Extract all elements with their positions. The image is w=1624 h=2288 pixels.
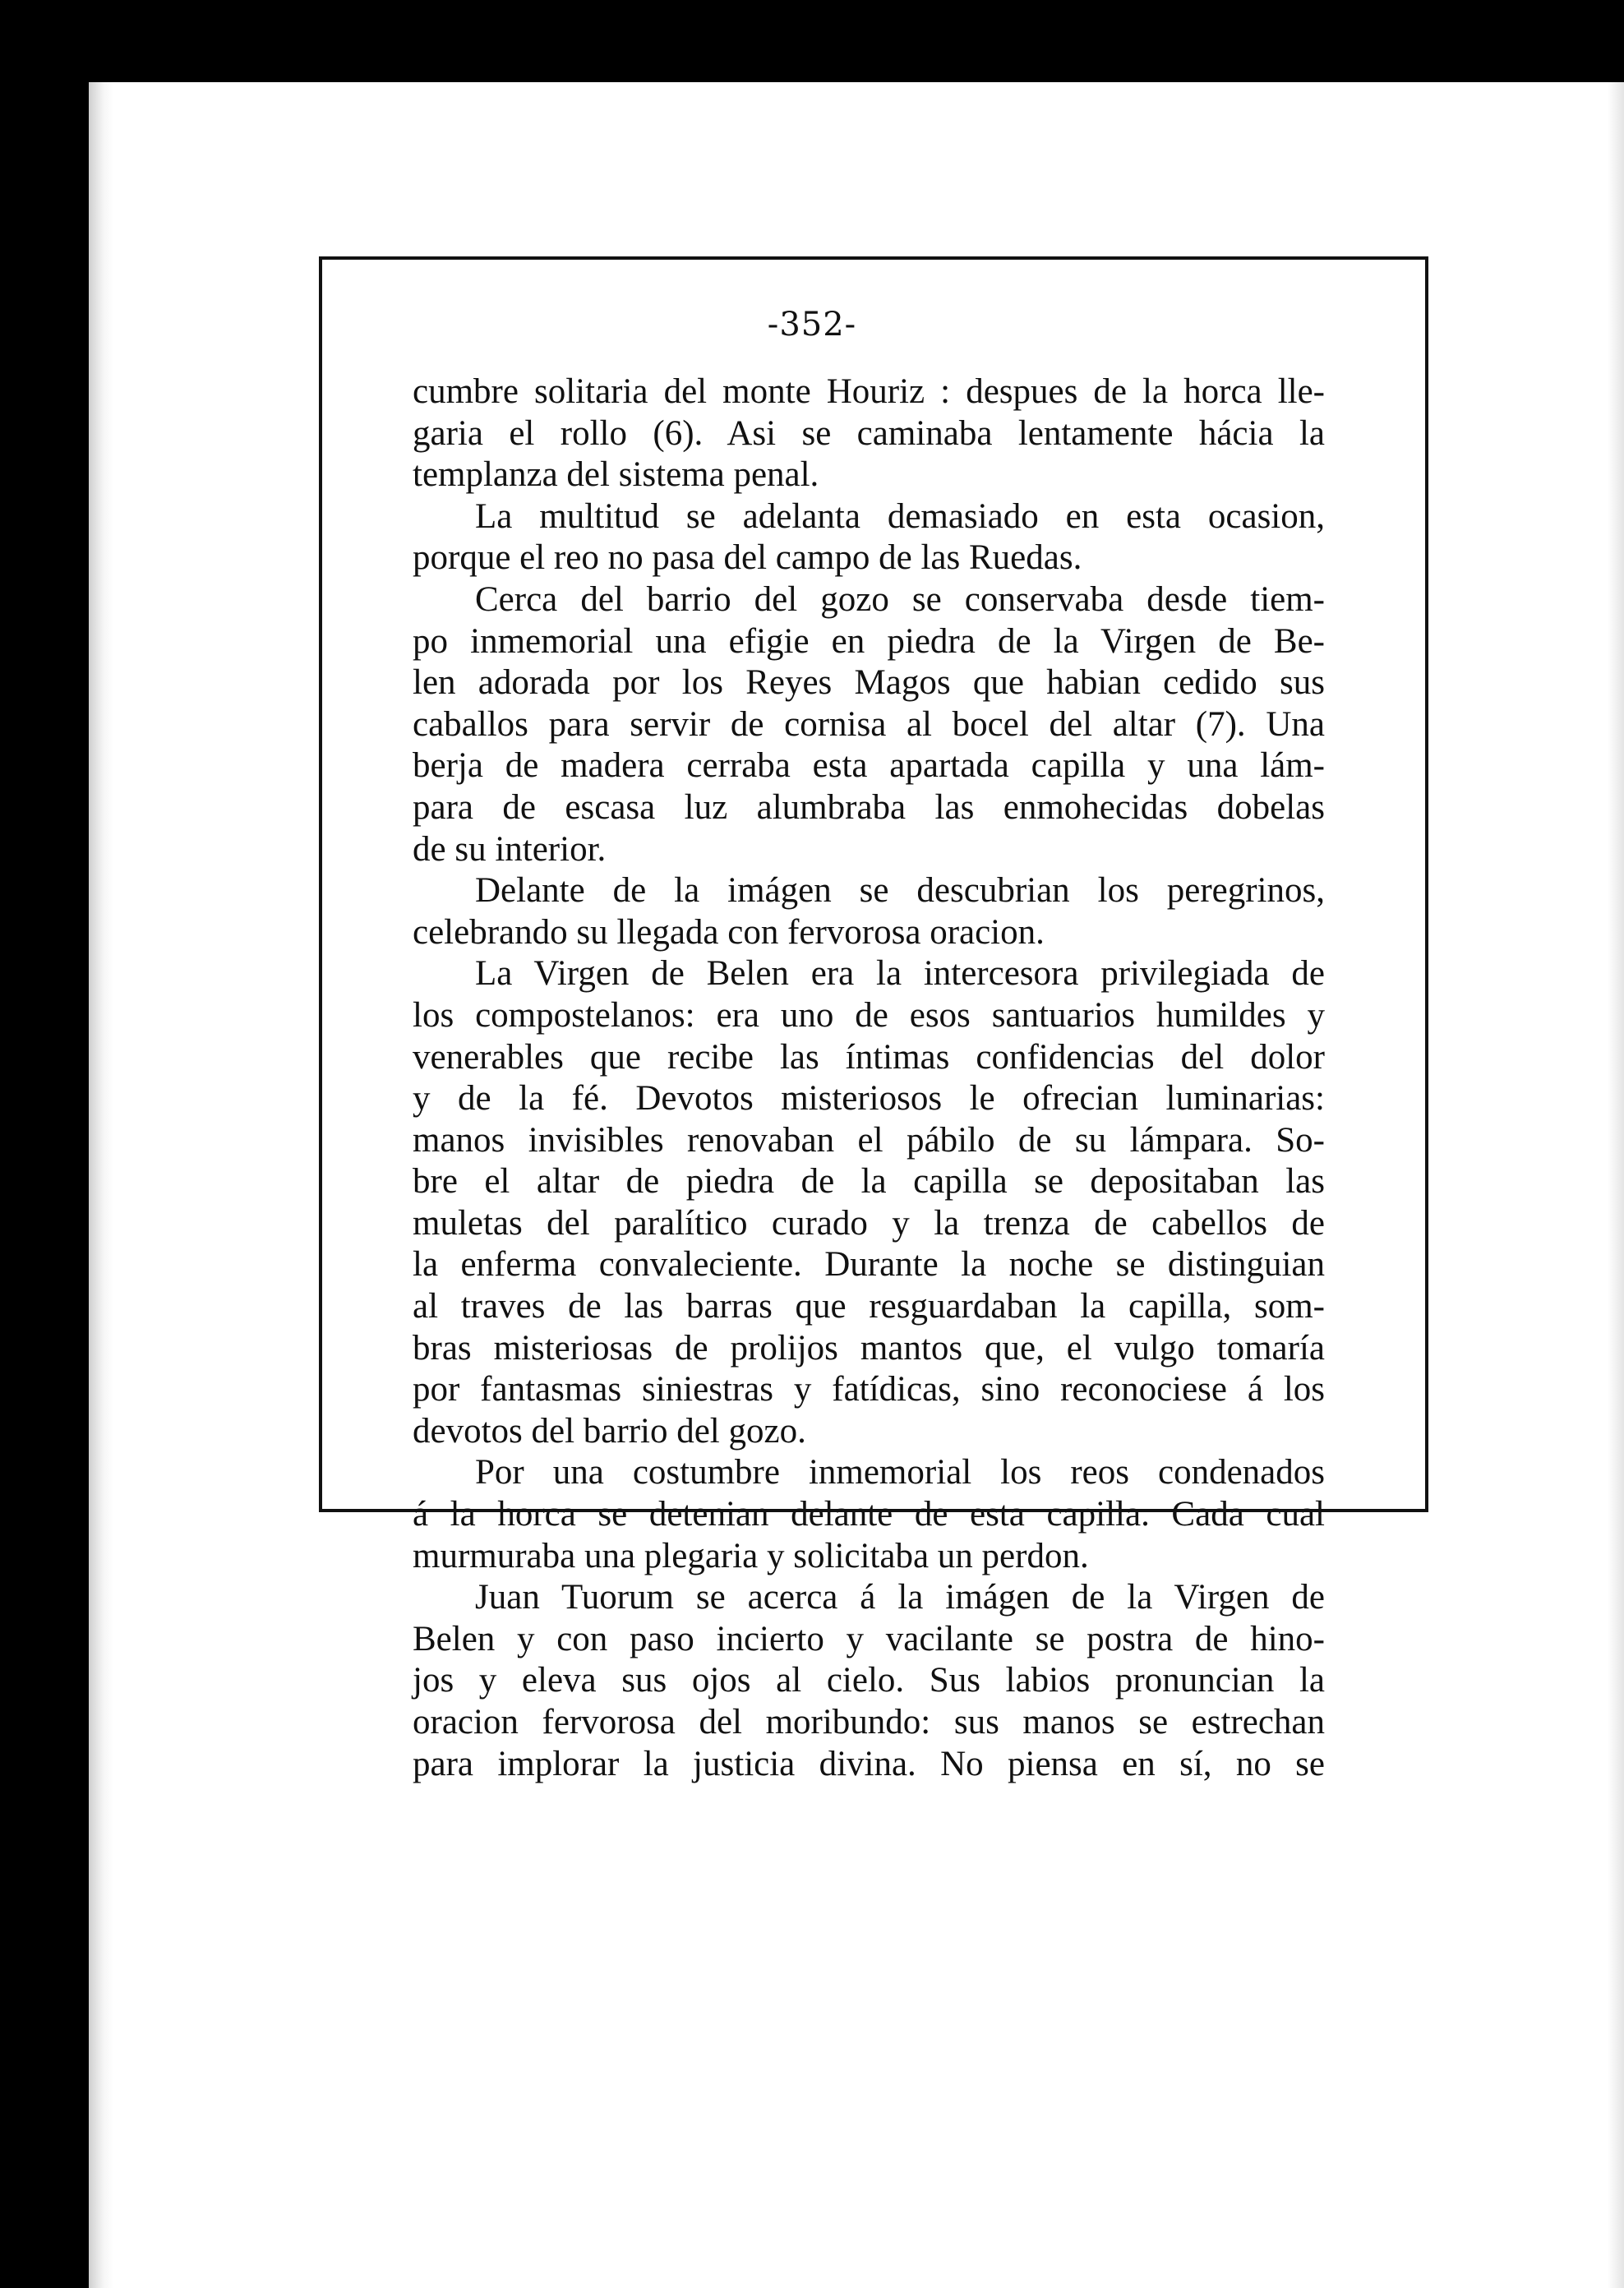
- text-line: jos y eleva sus ojos al cielo. Sus labios pronuncian la: [413, 1661, 1325, 1700]
- text-line: y de la fé. Devotos misteriosos le ofrecian luminarias:: [413, 1079, 1325, 1119]
- text-line: cumbre solitaria del monte Houriz : despues de la horca lle-: [413, 372, 1325, 411]
- text-line: templanza del sistema penal.: [413, 455, 819, 495]
- text-line: Belen y con paso incierto y vacilante se postra de hino-: [413, 1619, 1325, 1658]
- text-line: Cerca del barrio del gozo se conservaba desde tiem-: [475, 579, 1325, 619]
- body-text: [413, 371, 1325, 1785]
- text-line: á la horca se detenian delante de esta capilla. Cada cual: [413, 1495, 1325, 1534]
- text-line: de su interior.: [413, 829, 607, 869]
- text-line: bras misteriosas de prolijos mantos que, el vulgo tomaría: [413, 1328, 1325, 1368]
- text-line: para de escasa luz alumbraba las enmohecidas dobelas: [413, 787, 1325, 827]
- text-line: bre el altar de piedra de la capilla se depositaban las: [413, 1162, 1325, 1202]
- text-line: celebrando su llegada con fervorosa oracion.: [413, 912, 1045, 952]
- text-line: para implorar la justicia divina. No piensa en sí, no se: [413, 1744, 1325, 1783]
- text-line: la enferma convaleciente. Durante la noche se distinguian: [413, 1245, 1325, 1285]
- page-number: -352-: [767, 306, 857, 344]
- text-line: venerables que recibe las íntimas confidencias del dolor: [413, 1037, 1325, 1077]
- text-line: por fantasmas siniestras y fatídicas, sino reconociese á los: [413, 1370, 1325, 1409]
- text-line: Juan Tuorum se acerca á la imágen de la Virgen de: [475, 1578, 1325, 1617]
- text-line: Por una costumbre inmemorial los reos condenados: [475, 1453, 1325, 1492]
- text-line: caballos para servir de cornisa al bocel del altar (7). Una: [413, 704, 1325, 744]
- text-line: La multitud se adelanta demasiado en esta ocasion,: [475, 496, 1325, 536]
- text-line: muletas del paralítico curado y la trenza de cabellos de: [413, 1203, 1325, 1243]
- next-page-edge: [1608, 82, 1624, 2288]
- text-line: Delante de la imágen se descubrian los peregrinos,: [475, 871, 1325, 911]
- page-gutter-shadow: [89, 82, 113, 2288]
- text-line: manos invisibles renovaban el pábilo de su lámpara. So-: [413, 1120, 1325, 1160]
- text-line: porque el reo no pasa del campo de las Ruedas.: [413, 538, 1082, 578]
- text-line: murmuraba una plegaria y solicitaba un perdon.: [413, 1536, 1089, 1575]
- text-line: po inmemorial una efigie en piedra de la Virgen de Be-: [413, 621, 1325, 661]
- text-line: al traves de las barras que resguardaban la capilla, som-: [413, 1287, 1325, 1326]
- text-line: devotos del barrio del gozo.: [413, 1411, 806, 1451]
- text-line: garia el rollo (6). Asi se caminaba lentamente hácia la: [413, 413, 1325, 453]
- text-line: La Virgen de Belen era la intercesora privilegiada de: [475, 954, 1325, 994]
- text-line: len adorada por los Reyes Magos que habian cedido sus: [413, 663, 1325, 703]
- text-line: berja de madera cerraba esta apartada capilla y una lám-: [413, 746, 1325, 786]
- text-line: los compostelanos: era uno de esos santuarios humildes y: [413, 995, 1325, 1035]
- text-line: oracion fervorosa del moribundo: sus manos se estrechan: [413, 1703, 1325, 1741]
